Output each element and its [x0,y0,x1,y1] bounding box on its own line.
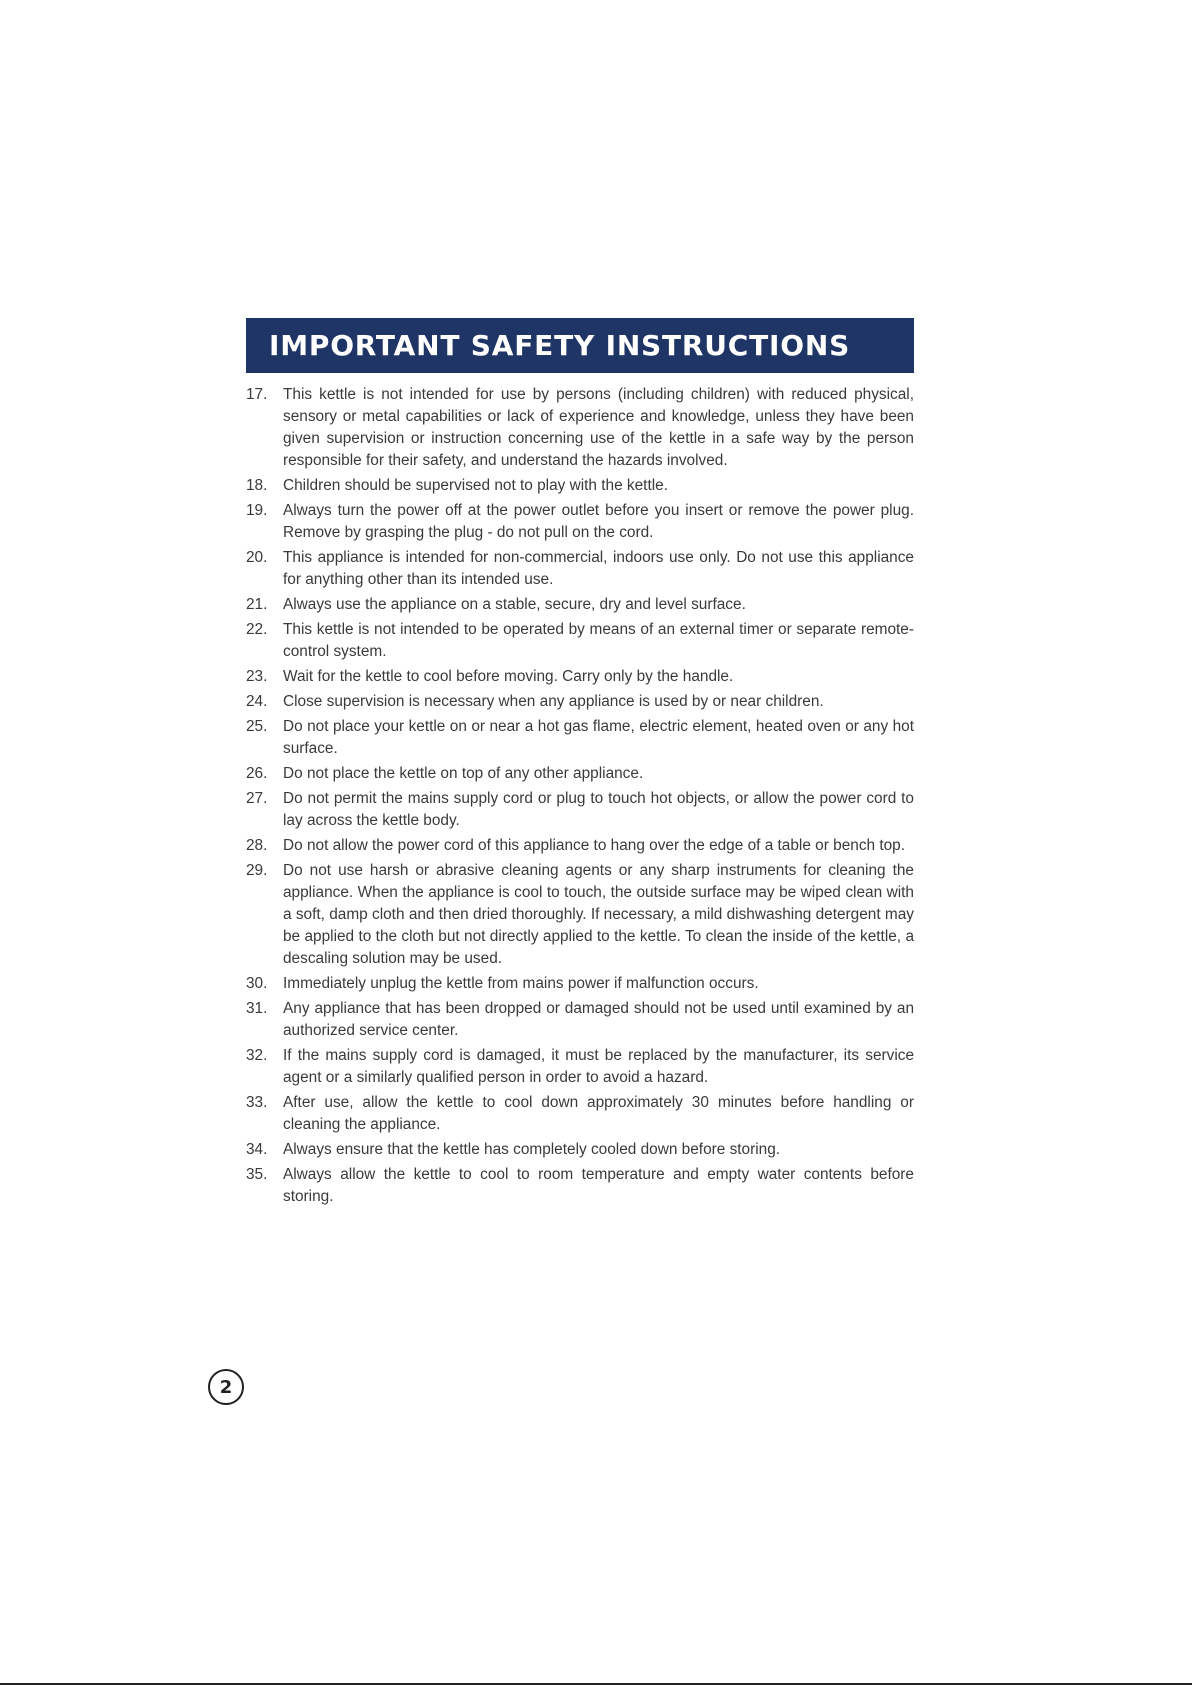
item-text: Do not place the kettle on top of any other appliance. [283,765,644,782]
section-title: IMPORTANT SAFETY INSTRUCTIONS [269,329,851,362]
instruction-item-22 [246,619,914,663]
instruction-item-21 [246,594,914,616]
instruction-item-26 [246,763,914,785]
section-header-banner [246,318,914,373]
page-number-badge [208,1369,244,1405]
safety-instructions-list [246,384,914,1211]
instruction-item-27 [246,788,914,832]
instruction-item-34 [246,1139,914,1161]
item-text: Do not use harsh or abrasive cleaning agents or any sharp instruments for cleaning the appliance. When the appliance is cool to touch, the outside surface may be wiped clean with a soft, damp cloth and then dried thoroughly. If necessary, a mild dishwashing detergent may be applied to the cloth but not directly applied to the kettle. To clean the inside of the kettle, a descaling solution may be used. [283,862,914,967]
instruction-item-32 [246,1045,914,1089]
item-number: 32. [246,1047,268,1064]
item-text: This appliance is intended for non-commercial, indoors use only. Do not use this appliance for anything other than its intended use. [283,549,914,588]
item-number: 23. [246,668,268,685]
item-text: If the mains supply cord is damaged, it must be replaced by the manufacturer, its service agent or a similarly qualified person in order to avoid a hazard. [283,1047,914,1086]
item-number: 33. [246,1094,268,1111]
instruction-item-33 [246,1092,914,1136]
instruction-item-29 [246,860,914,970]
item-text: Immediately unplug the kettle from mains power if malfunction occurs. [283,975,759,992]
item-number: 22. [246,621,268,638]
item-number: 20. [246,549,268,566]
instruction-item-20 [246,547,914,591]
instruction-item-24 [246,691,914,713]
item-text: This kettle is not intended to be operated by means of an external timer or separate remote-control system. [283,621,914,660]
item-text: Wait for the kettle to cool before moving. Carry only by the handle. [283,668,734,685]
item-number: 17. [246,386,268,403]
item-number: 28. [246,837,268,854]
instruction-item-30 [246,973,914,995]
instruction-item-28 [246,835,914,857]
item-text: This kettle is not intended for use by persons (including children) with reduced physical, sensory or metal capabilities or lack of experience and knowledge, unless they have been given supervision or instruction concerning use of the kettle in a safe way by the person responsible for their safety, and understand the hazards involved. [283,386,914,469]
item-text: Always use the appliance on a stable, secure, dry and level surface. [283,596,746,613]
item-text: Always turn the power off at the power outlet before you insert or remove the power plug. Remove by grasping the plug - do not pull on the cord. [283,502,914,541]
item-number: 30. [246,975,268,992]
item-number: 19. [246,502,268,519]
item-text: Close supervision is necessary when any appliance is used by or near children. [283,693,824,710]
item-number: 31. [246,1000,268,1017]
item-text: Always ensure that the kettle has completely cooled down before storing. [283,1141,781,1158]
item-number: 34. [246,1141,268,1158]
instruction-item-19 [246,500,914,544]
instruction-item-17 [246,384,914,472]
item-number: 29. [246,862,268,879]
item-text: Do not allow the power cord of this appliance to hang over the edge of a table or bench top. [283,837,906,854]
item-text: Children should be supervised not to play with the kettle. [283,477,668,494]
item-text: Do not place your kettle on or near a hot gas flame, electric element, heated oven or any hot surface. [283,718,914,757]
item-number: 35. [246,1166,268,1183]
instruction-item-25 [246,716,914,760]
item-number: 26. [246,765,268,782]
item-text: After use, allow the kettle to cool down approximately 30 minutes before handling or cleaning the appliance. [283,1094,914,1133]
item-text: Do not permit the mains supply cord or plug to touch hot objects, or allow the power cord to lay across the kettle body. [283,790,914,829]
instruction-item-23 [246,666,914,688]
instruction-item-31 [246,998,914,1042]
item-number: 21. [246,596,268,613]
item-text: Any appliance that has been dropped or damaged should not be used until examined by an authorized service center. [283,1000,914,1039]
item-number: 18. [246,477,268,494]
item-number: 25. [246,718,268,735]
instruction-item-35 [246,1164,914,1208]
item-number: 24. [246,693,268,710]
instruction-item-18 [246,475,914,497]
item-text: Always allow the kettle to cool to room temperature and empty water contents before storing. [283,1166,914,1205]
page-number: 2 [219,1376,233,1398]
item-number: 27. [246,790,268,807]
